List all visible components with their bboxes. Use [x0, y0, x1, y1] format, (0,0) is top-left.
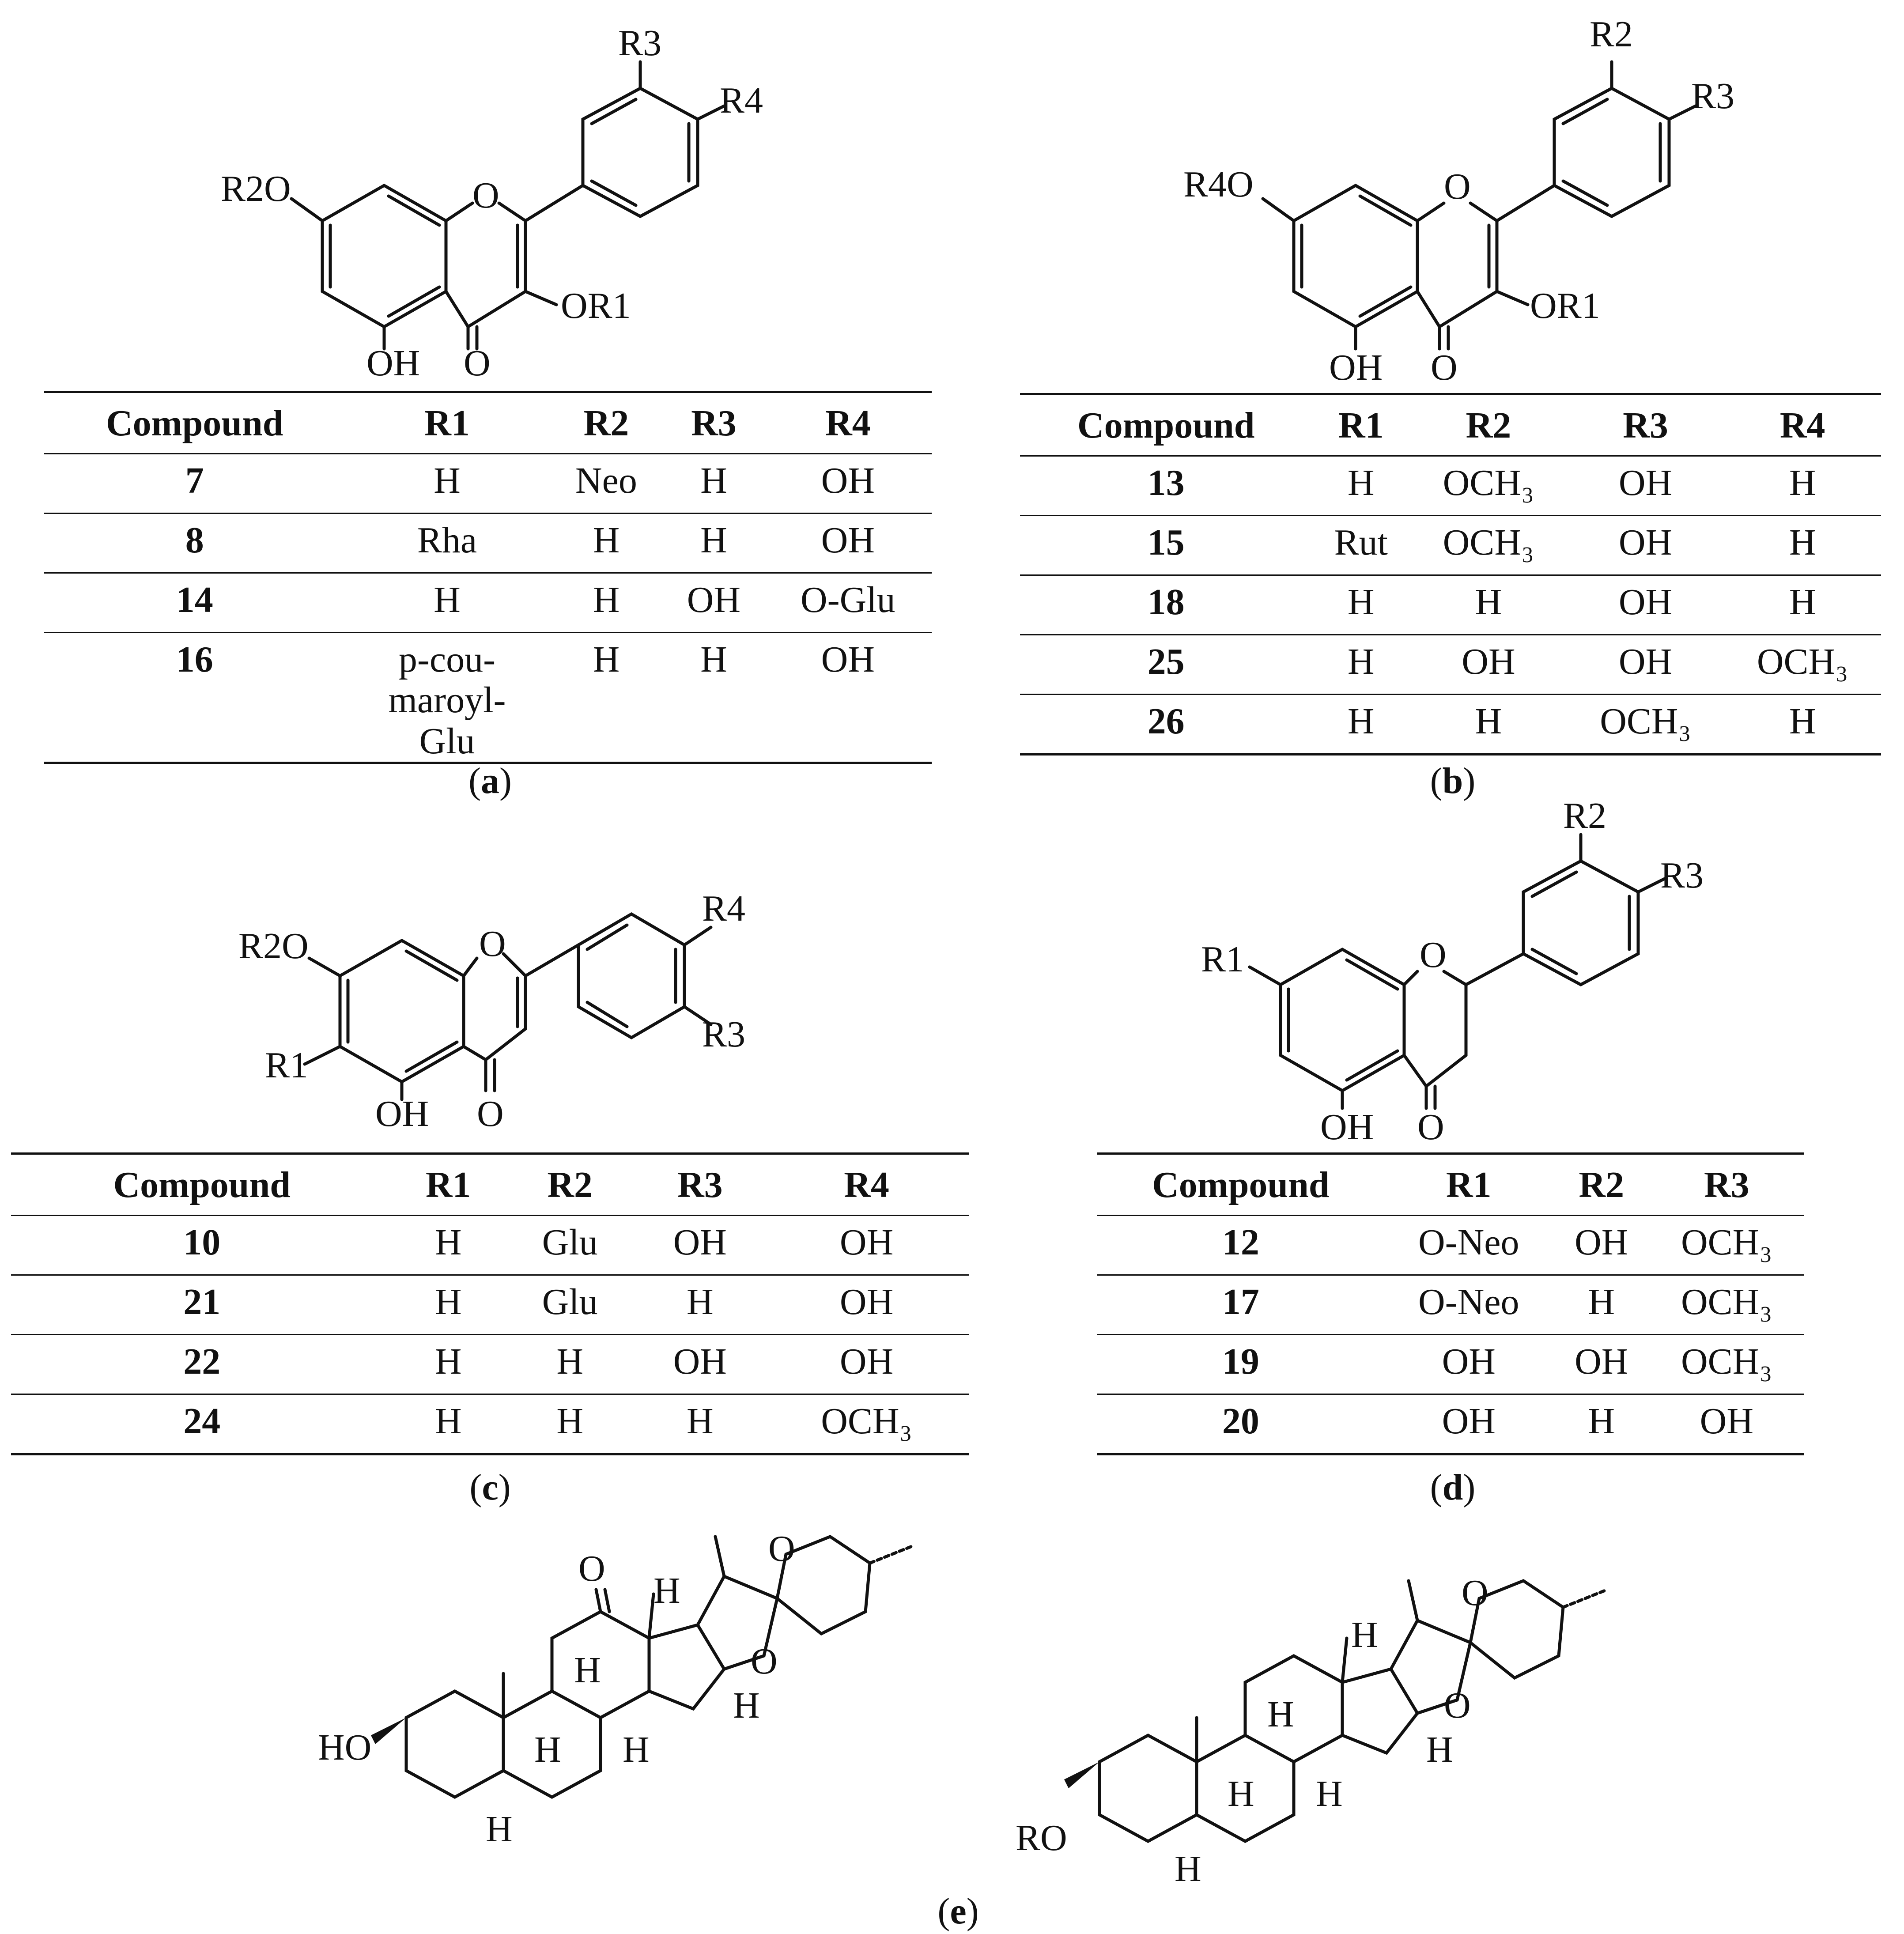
table-cell: O-Glu: [764, 573, 932, 633]
label-r3: R3: [618, 23, 662, 64]
label-keto-o: O: [1417, 1107, 1444, 1148]
compound-cell: 12: [1097, 1216, 1384, 1275]
label-r2o: R2O: [221, 168, 291, 209]
compound-cell: 25: [1020, 635, 1312, 695]
table-cell: H: [1312, 695, 1410, 755]
header-r2: R2: [1553, 1154, 1650, 1216]
header-r1: R1: [345, 392, 549, 454]
header-compound: Compound: [1020, 394, 1312, 456]
table-cell: H: [345, 573, 549, 633]
table-cell: H: [636, 1275, 764, 1335]
table-cell: OCH₃: [1410, 516, 1567, 575]
label-ro: RO: [1016, 1817, 1067, 1858]
label-r2o: R2O: [238, 925, 309, 967]
label-h: H: [574, 1650, 601, 1691]
label-ring-f-o: O: [768, 1528, 795, 1569]
table-cell: OCH₃: [1650, 1275, 1804, 1335]
table-cell: H: [549, 633, 664, 763]
label-ring-o: O: [472, 175, 499, 216]
label-h: H: [1316, 1773, 1343, 1814]
table-cell: Glu: [504, 1216, 636, 1275]
compound-cell: 14: [44, 573, 345, 633]
header-r1: R1: [1312, 394, 1410, 456]
header-r1: R1: [1384, 1154, 1553, 1216]
label-oh: OH: [366, 343, 420, 384]
label-h: H: [623, 1729, 650, 1770]
table-cell: OCH₃: [1567, 695, 1724, 755]
table-cell: OH: [764, 514, 932, 573]
table-cell: O-Neo: [1384, 1275, 1553, 1335]
table-cell: Rha: [345, 514, 549, 573]
table-cell: H: [393, 1335, 504, 1394]
label-keto-o: O: [1431, 347, 1458, 388]
label-ring-o: O: [1444, 166, 1471, 207]
table-cell: H: [504, 1335, 636, 1394]
compound-cell: 24: [11, 1394, 393, 1454]
table-cell: O-Neo: [1384, 1216, 1553, 1275]
table-cell: H: [345, 454, 549, 514]
label-keto-o: O: [578, 1548, 605, 1589]
table-cell: H: [1553, 1275, 1650, 1335]
label-ring-o: O: [479, 923, 506, 964]
label-r1: R1: [265, 1045, 309, 1086]
table-cell: OH: [1567, 456, 1724, 516]
table-cell: H: [1553, 1394, 1650, 1454]
table-cell: OH: [1567, 635, 1724, 695]
label-or1: OR1: [1530, 285, 1600, 326]
header-r2: R2: [1410, 394, 1567, 456]
label-r4o: R4O: [1183, 164, 1254, 205]
label-ring-e-o: O: [751, 1641, 778, 1682]
label-h: H: [534, 1729, 561, 1770]
table-cell: OH: [1384, 1394, 1553, 1454]
table-cell: H: [1312, 456, 1410, 516]
compound-cell: 22: [11, 1335, 393, 1394]
compound-cell: 8: [44, 514, 345, 573]
label-r2: R2: [1590, 14, 1633, 55]
table-cell: OH: [1567, 575, 1724, 635]
header-r4: R4: [764, 1154, 969, 1216]
compound-cell: 15: [1020, 516, 1312, 575]
label-oh: OH: [1329, 347, 1383, 388]
table-cell: OCH₃: [1650, 1335, 1804, 1394]
label-or1: OR1: [561, 285, 631, 326]
header-r3: R3: [1650, 1154, 1804, 1216]
table-cell: OH: [1410, 635, 1567, 695]
table-cell: OH: [1384, 1335, 1553, 1394]
label-h: H: [1267, 1694, 1294, 1735]
label-h: H: [486, 1809, 513, 1850]
table-cell: H: [393, 1216, 504, 1275]
label-ring-f-o: O: [1462, 1572, 1488, 1613]
table-cell: H: [1410, 575, 1567, 635]
label-keto-o: O: [477, 1093, 504, 1134]
table-cell: H: [663, 633, 764, 763]
caption-b: (b): [1430, 760, 1476, 801]
label-h: H: [1228, 1773, 1254, 1814]
table-cell: H: [663, 514, 764, 573]
table-cell: OCH₃: [1650, 1216, 1804, 1275]
table-cell: OCH₃: [1724, 635, 1881, 695]
table-cell: OH: [1650, 1394, 1804, 1454]
header-r2: R2: [549, 392, 664, 454]
label-r3: R3: [702, 1014, 746, 1055]
table-cell: H: [1724, 456, 1881, 516]
label-r3: R3: [1691, 76, 1735, 117]
compound-cell: 20: [1097, 1394, 1384, 1454]
label-h: H: [1426, 1729, 1453, 1770]
compound-cell: 13: [1020, 456, 1312, 516]
caption-d: (d): [1430, 1467, 1476, 1508]
label-oh: OH: [375, 1093, 429, 1134]
label-r4: R4: [720, 80, 763, 121]
header-compound: Compound: [11, 1154, 393, 1216]
label-h: H: [1175, 1848, 1201, 1889]
label-keto-o: O: [464, 343, 491, 384]
caption-c: (c): [469, 1467, 511, 1508]
compound-cell: 10: [11, 1216, 393, 1275]
label-h: H: [1351, 1614, 1378, 1655]
table-cell: OCH₃: [764, 1394, 969, 1454]
table-cell: OH: [764, 633, 932, 763]
header-r4: R4: [1724, 394, 1881, 456]
label-r4: R4: [702, 888, 746, 929]
caption-a: (a): [468, 760, 512, 801]
table-cell: H: [1312, 575, 1410, 635]
compound-cell: 21: [11, 1275, 393, 1335]
table-cell: OH: [764, 1275, 969, 1335]
table-cell: H: [663, 454, 764, 514]
compound-cell: 19: [1097, 1335, 1384, 1394]
table-cell: OH: [1553, 1335, 1650, 1394]
table-cell: OCH₃: [1410, 456, 1567, 516]
caption-e: (e): [937, 1891, 979, 1932]
table-cell: OH: [764, 1335, 969, 1394]
label-oh: OH: [1320, 1107, 1374, 1148]
table-cell: H: [393, 1394, 504, 1454]
table-cell: H: [1724, 695, 1881, 755]
compound-cell: 18: [1020, 575, 1312, 635]
label-r1: R1: [1201, 939, 1245, 980]
table-cell: OH: [1553, 1216, 1650, 1275]
table-cell: OH: [1567, 516, 1724, 575]
header-r4: R4: [764, 392, 932, 454]
table-cell: Neo: [549, 454, 664, 514]
header-compound: Compound: [1097, 1154, 1384, 1216]
table-cell: H: [636, 1394, 764, 1454]
compound-cell: 17: [1097, 1275, 1384, 1335]
label-r2: R2: [1563, 795, 1607, 836]
label-ho: HO: [318, 1727, 372, 1768]
table-cell: Rut: [1312, 516, 1410, 575]
table-cell: OH: [663, 573, 764, 633]
header-compound: Compound: [44, 392, 345, 454]
table-cell: H: [1410, 695, 1567, 755]
table-cell: p-cou- maroyl- Glu: [345, 633, 549, 763]
table-cell: OH: [636, 1335, 764, 1394]
table-cell: OH: [764, 454, 932, 514]
table-cell: H: [549, 573, 664, 633]
label-h: H: [654, 1570, 680, 1611]
header-r3: R3: [663, 392, 764, 454]
header-r3: R3: [636, 1154, 764, 1216]
table-cell: OH: [764, 1216, 969, 1275]
header-r1: R1: [393, 1154, 504, 1216]
header-r2: R2: [504, 1154, 636, 1216]
table-cell: H: [549, 514, 664, 573]
table-cell: OH: [636, 1216, 764, 1275]
table-cell: H: [1312, 635, 1410, 695]
table-cell: H: [1724, 575, 1881, 635]
table-cell: H: [393, 1275, 504, 1335]
label-ring-e-o: O: [1444, 1685, 1471, 1726]
compound-cell: 26: [1020, 695, 1312, 755]
table-cell: H: [1724, 516, 1881, 575]
table-cell: Glu: [504, 1275, 636, 1335]
label-h: H: [733, 1685, 760, 1726]
label-r3: R3: [1660, 855, 1704, 896]
label-ring-o: O: [1420, 934, 1447, 975]
compound-cell: 7: [44, 454, 345, 514]
compound-cell: 16: [44, 633, 345, 763]
table-cell: H: [504, 1394, 636, 1454]
header-r3: R3: [1567, 394, 1724, 456]
